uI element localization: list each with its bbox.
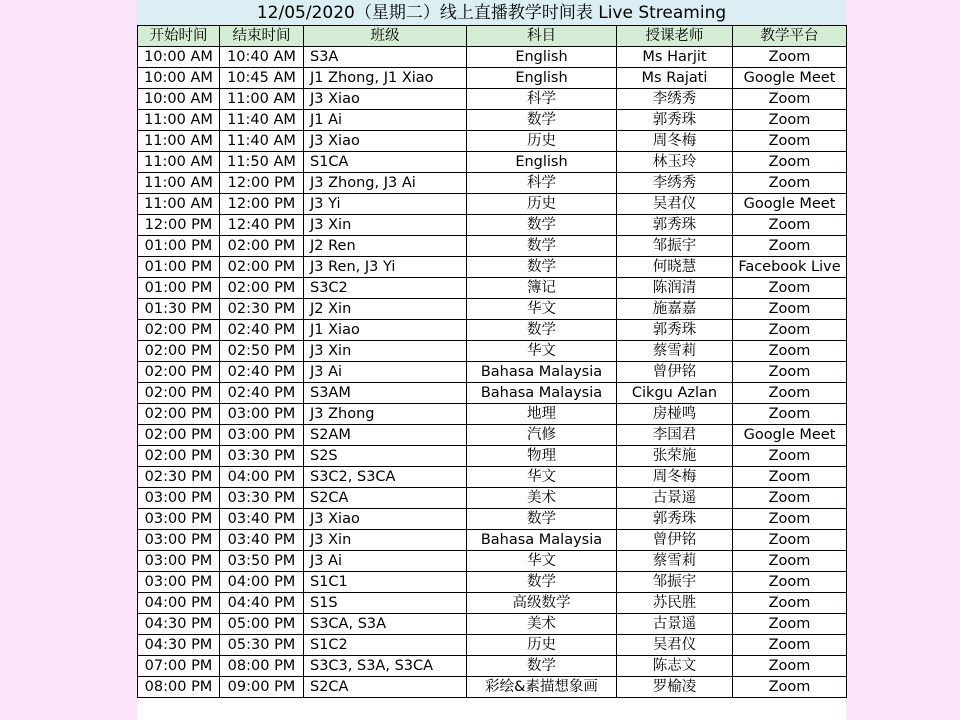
- subject-cell: 数学: [467, 656, 617, 677]
- start-time-cell: 02:00 PM: [138, 320, 220, 341]
- class-cell: J3 Zhong: [304, 404, 467, 425]
- table-row: [138, 404, 847, 425]
- class-cell: J3 Xiao: [304, 131, 467, 152]
- subject-cell: 科学: [467, 89, 617, 110]
- table-row: [138, 320, 847, 341]
- subject-cell: 汽修: [467, 425, 617, 446]
- table-row: [138, 572, 847, 593]
- teacher-cell: 张荣施: [617, 446, 733, 467]
- subject-cell: 华文: [467, 299, 617, 320]
- subject-cell: 美术: [467, 614, 617, 635]
- platform-cell: Zoom: [733, 509, 847, 530]
- platform-cell: Zoom: [733, 446, 847, 467]
- header-end-time: 结束时间: [220, 26, 304, 47]
- table-row: [138, 425, 847, 446]
- platform-cell: Zoom: [733, 299, 847, 320]
- table-row: [138, 236, 847, 257]
- start-time-cell: 02:00 PM: [138, 383, 220, 404]
- class-cell: J3 Xin: [304, 341, 467, 362]
- class-cell: J3 Xiao: [304, 509, 467, 530]
- class-cell: S3C3, S3A, S3CA: [304, 656, 467, 677]
- platform-cell: Zoom: [733, 593, 847, 614]
- platform-cell: Zoom: [733, 404, 847, 425]
- platform-cell: Zoom: [733, 614, 847, 635]
- start-time-cell: 01:00 PM: [138, 278, 220, 299]
- end-time-cell: 08:00 PM: [220, 656, 304, 677]
- platform-cell: Zoom: [733, 173, 847, 194]
- teacher-cell: 陈志文: [617, 656, 733, 677]
- table-row: [138, 383, 847, 404]
- subject-cell: 华文: [467, 467, 617, 488]
- class-cell: J3 Xin: [304, 215, 467, 236]
- start-time-cell: 04:30 PM: [138, 635, 220, 656]
- start-time-cell: 02:00 PM: [138, 446, 220, 467]
- subject-cell: 数学: [467, 236, 617, 257]
- end-time-cell: 02:40 PM: [220, 362, 304, 383]
- end-time-cell: 11:50 AM: [220, 152, 304, 173]
- teacher-cell: 苏民胜: [617, 593, 733, 614]
- teacher-cell: 邹振宇: [617, 236, 733, 257]
- teacher-cell: 吴君仪: [617, 194, 733, 215]
- class-cell: J3 Ai: [304, 551, 467, 572]
- end-time-cell: 02:50 PM: [220, 341, 304, 362]
- start-time-cell: 10:00 AM: [138, 89, 220, 110]
- end-time-cell: 11:40 AM: [220, 110, 304, 131]
- subject-cell: English: [467, 68, 617, 89]
- platform-cell: Zoom: [733, 131, 847, 152]
- teacher-cell: 李绣秀: [617, 173, 733, 194]
- table-row: [138, 173, 847, 194]
- end-time-cell: 04:00 PM: [220, 572, 304, 593]
- end-time-cell: 05:30 PM: [220, 635, 304, 656]
- table-row: [138, 593, 847, 614]
- table-row: [138, 47, 847, 68]
- teacher-cell: 李国君: [617, 425, 733, 446]
- teacher-cell: 陈润清: [617, 278, 733, 299]
- start-time-cell: 03:00 PM: [138, 488, 220, 509]
- subject-cell: 数学: [467, 572, 617, 593]
- table-row: [138, 68, 847, 89]
- schedule-table: [137, 25, 847, 698]
- teacher-cell: 郭秀珠: [617, 215, 733, 236]
- end-time-cell: 02:40 PM: [220, 320, 304, 341]
- platform-cell: Zoom: [733, 110, 847, 131]
- subject-cell: 彩绘&素描想象画: [467, 677, 617, 698]
- subject-cell: 簿记: [467, 278, 617, 299]
- end-time-cell: 10:40 AM: [220, 47, 304, 68]
- table-row: [138, 362, 847, 383]
- start-time-cell: 01:00 PM: [138, 236, 220, 257]
- class-cell: S3A: [304, 47, 467, 68]
- subject-cell: Bahasa Malaysia: [467, 383, 617, 404]
- class-cell: S1S: [304, 593, 467, 614]
- teacher-cell: 曾伊铭: [617, 362, 733, 383]
- start-time-cell: 04:30 PM: [138, 614, 220, 635]
- header-subject: 科目: [467, 26, 617, 47]
- subject-cell: Bahasa Malaysia: [467, 362, 617, 383]
- end-time-cell: 04:00 PM: [220, 467, 304, 488]
- subject-cell: 高级数学: [467, 593, 617, 614]
- table-row: [138, 89, 847, 110]
- platform-cell: Zoom: [733, 341, 847, 362]
- class-cell: J3 Ren, J3 Yi: [304, 257, 467, 278]
- teacher-cell: 蔡雪莉: [617, 341, 733, 362]
- table-row: [138, 110, 847, 131]
- end-time-cell: 03:00 PM: [220, 404, 304, 425]
- platform-cell: Zoom: [733, 152, 847, 173]
- platform-cell: Zoom: [733, 488, 847, 509]
- start-time-cell: 10:00 AM: [138, 47, 220, 68]
- platform-cell: Zoom: [733, 362, 847, 383]
- subject-cell: 华文: [467, 341, 617, 362]
- end-time-cell: 04:40 PM: [220, 593, 304, 614]
- subject-cell: 数学: [467, 257, 617, 278]
- schedule-sheet: [137, 0, 846, 720]
- end-time-cell: 02:00 PM: [220, 278, 304, 299]
- start-time-cell: 01:30 PM: [138, 299, 220, 320]
- table-row: [138, 530, 847, 551]
- teacher-cell: 房椪鸣: [617, 404, 733, 425]
- subject-cell: 美术: [467, 488, 617, 509]
- subject-cell: 科学: [467, 173, 617, 194]
- header-class: 班级: [304, 26, 467, 47]
- start-time-cell: 02:00 PM: [138, 425, 220, 446]
- platform-cell: Zoom: [733, 383, 847, 404]
- class-cell: J1 Ai: [304, 110, 467, 131]
- teacher-cell: 周冬梅: [617, 131, 733, 152]
- end-time-cell: 12:00 PM: [220, 173, 304, 194]
- platform-cell: Zoom: [733, 236, 847, 257]
- teacher-cell: 吴君仪: [617, 635, 733, 656]
- table-row: [138, 551, 847, 572]
- end-time-cell: 02:30 PM: [220, 299, 304, 320]
- subject-cell: 历史: [467, 194, 617, 215]
- subject-cell: 历史: [467, 131, 617, 152]
- end-time-cell: 02:00 PM: [220, 236, 304, 257]
- class-cell: S1C2: [304, 635, 467, 656]
- class-cell: J3 Ai: [304, 362, 467, 383]
- class-cell: S2S: [304, 446, 467, 467]
- subject-cell: 数学: [467, 320, 617, 341]
- class-cell: J1 Xiao: [304, 320, 467, 341]
- table-row: [138, 656, 847, 677]
- teacher-cell: 曾伊铭: [617, 530, 733, 551]
- end-time-cell: 11:40 AM: [220, 131, 304, 152]
- platform-cell: Zoom: [733, 530, 847, 551]
- schedule-title: 12/05/2020（星期二）线上直播教学时间表 Live Streaming: [137, 0, 846, 25]
- table-row: [138, 488, 847, 509]
- class-cell: S2AM: [304, 425, 467, 446]
- subject-cell: English: [467, 47, 617, 68]
- platform-cell: Zoom: [733, 635, 847, 656]
- subject-cell: Bahasa Malaysia: [467, 530, 617, 551]
- end-time-cell: 03:40 PM: [220, 530, 304, 551]
- start-time-cell: 08:00 PM: [138, 677, 220, 698]
- table-row: [138, 215, 847, 236]
- table-row: [138, 509, 847, 530]
- table-row: [138, 341, 847, 362]
- class-cell: J3 Zhong, J3 Ai: [304, 173, 467, 194]
- schedule-body: [138, 47, 847, 698]
- class-cell: J1 Zhong, J1 Xiao: [304, 68, 467, 89]
- start-time-cell: 02:30 PM: [138, 467, 220, 488]
- platform-cell: Google Meet: [733, 425, 847, 446]
- platform-cell: Zoom: [733, 677, 847, 698]
- table-row: [138, 257, 847, 278]
- table-row: [138, 152, 847, 173]
- subject-cell: English: [467, 152, 617, 173]
- start-time-cell: 04:00 PM: [138, 593, 220, 614]
- teacher-cell: Ms Harjit: [617, 47, 733, 68]
- start-time-cell: 11:00 AM: [138, 194, 220, 215]
- teacher-cell: 郭秀珠: [617, 110, 733, 131]
- class-cell: J3 Xiao: [304, 89, 467, 110]
- subject-cell: 数学: [467, 215, 617, 236]
- class-cell: S3CA, S3A: [304, 614, 467, 635]
- teacher-cell: Cikgu Azlan: [617, 383, 733, 404]
- subject-cell: 数学: [467, 509, 617, 530]
- start-time-cell: 03:00 PM: [138, 551, 220, 572]
- teacher-cell: Ms Rajati: [617, 68, 733, 89]
- header-row: [138, 26, 847, 47]
- platform-cell: Zoom: [733, 278, 847, 299]
- teacher-cell: 施嘉嘉: [617, 299, 733, 320]
- teacher-cell: 林玉玲: [617, 152, 733, 173]
- start-time-cell: 07:00 PM: [138, 656, 220, 677]
- teacher-cell: 蔡雪莉: [617, 551, 733, 572]
- start-time-cell: 03:00 PM: [138, 572, 220, 593]
- table-row: [138, 131, 847, 152]
- teacher-cell: 郭秀珠: [617, 509, 733, 530]
- platform-cell: Facebook Live: [733, 257, 847, 278]
- end-time-cell: 02:00 PM: [220, 257, 304, 278]
- start-time-cell: 10:00 AM: [138, 68, 220, 89]
- table-row: [138, 677, 847, 698]
- class-cell: S3C2, S3CA: [304, 467, 467, 488]
- class-cell: J3 Xin: [304, 530, 467, 551]
- end-time-cell: 03:30 PM: [220, 446, 304, 467]
- platform-cell: Zoom: [733, 551, 847, 572]
- subject-cell: 历史: [467, 635, 617, 656]
- teacher-cell: 郭秀珠: [617, 320, 733, 341]
- end-time-cell: 03:30 PM: [220, 488, 304, 509]
- platform-cell: Zoom: [733, 215, 847, 236]
- header-platform: 教学平台: [733, 26, 847, 47]
- table-row: [138, 635, 847, 656]
- teacher-cell: 罗榆凌: [617, 677, 733, 698]
- class-cell: J3 Yi: [304, 194, 467, 215]
- platform-cell: Google Meet: [733, 194, 847, 215]
- table-row: [138, 614, 847, 635]
- start-time-cell: 12:00 PM: [138, 215, 220, 236]
- platform-cell: Zoom: [733, 572, 847, 593]
- start-time-cell: 02:00 PM: [138, 404, 220, 425]
- end-time-cell: 12:00 PM: [220, 194, 304, 215]
- platform-cell: Zoom: [733, 320, 847, 341]
- table-row: [138, 446, 847, 467]
- teacher-cell: 古景遥: [617, 488, 733, 509]
- class-cell: J2 Xin: [304, 299, 467, 320]
- class-cell: S1CA: [304, 152, 467, 173]
- end-time-cell: 10:45 AM: [220, 68, 304, 89]
- platform-cell: Google Meet: [733, 68, 847, 89]
- end-time-cell: 12:40 PM: [220, 215, 304, 236]
- start-time-cell: 11:00 AM: [138, 131, 220, 152]
- table-row: [138, 194, 847, 215]
- subject-cell: 物理: [467, 446, 617, 467]
- start-time-cell: 11:00 AM: [138, 173, 220, 194]
- end-time-cell: 09:00 PM: [220, 677, 304, 698]
- platform-cell: Zoom: [733, 47, 847, 68]
- class-cell: S2CA: [304, 677, 467, 698]
- start-time-cell: 01:00 PM: [138, 257, 220, 278]
- subject-cell: 地理: [467, 404, 617, 425]
- teacher-cell: 邹振宇: [617, 572, 733, 593]
- teacher-cell: 李绣秀: [617, 89, 733, 110]
- end-time-cell: 11:00 AM: [220, 89, 304, 110]
- start-time-cell: 11:00 AM: [138, 152, 220, 173]
- teacher-cell: 周冬梅: [617, 467, 733, 488]
- class-cell: J2 Ren: [304, 236, 467, 257]
- class-cell: S2CA: [304, 488, 467, 509]
- class-cell: S3C2: [304, 278, 467, 299]
- start-time-cell: 03:00 PM: [138, 509, 220, 530]
- start-time-cell: 11:00 AM: [138, 110, 220, 131]
- end-time-cell: 03:50 PM: [220, 551, 304, 572]
- end-time-cell: 05:00 PM: [220, 614, 304, 635]
- table-row: [138, 299, 847, 320]
- class-cell: S1C1: [304, 572, 467, 593]
- subject-cell: 数学: [467, 110, 617, 131]
- platform-cell: Zoom: [733, 656, 847, 677]
- start-time-cell: 02:00 PM: [138, 341, 220, 362]
- header-start-time: 开始时间: [138, 26, 220, 47]
- subject-cell: 华文: [467, 551, 617, 572]
- platform-cell: Zoom: [733, 467, 847, 488]
- class-cell: S3AM: [304, 383, 467, 404]
- start-time-cell: 03:00 PM: [138, 530, 220, 551]
- start-time-cell: 02:00 PM: [138, 362, 220, 383]
- header-teacher: 授课老师: [617, 26, 733, 47]
- teacher-cell: 何晓慧: [617, 257, 733, 278]
- teacher-cell: 古景遥: [617, 614, 733, 635]
- end-time-cell: 03:00 PM: [220, 425, 304, 446]
- end-time-cell: 02:40 PM: [220, 383, 304, 404]
- platform-cell: Zoom: [733, 89, 847, 110]
- end-time-cell: 03:40 PM: [220, 509, 304, 530]
- table-row: [138, 467, 847, 488]
- table-row: [138, 278, 847, 299]
